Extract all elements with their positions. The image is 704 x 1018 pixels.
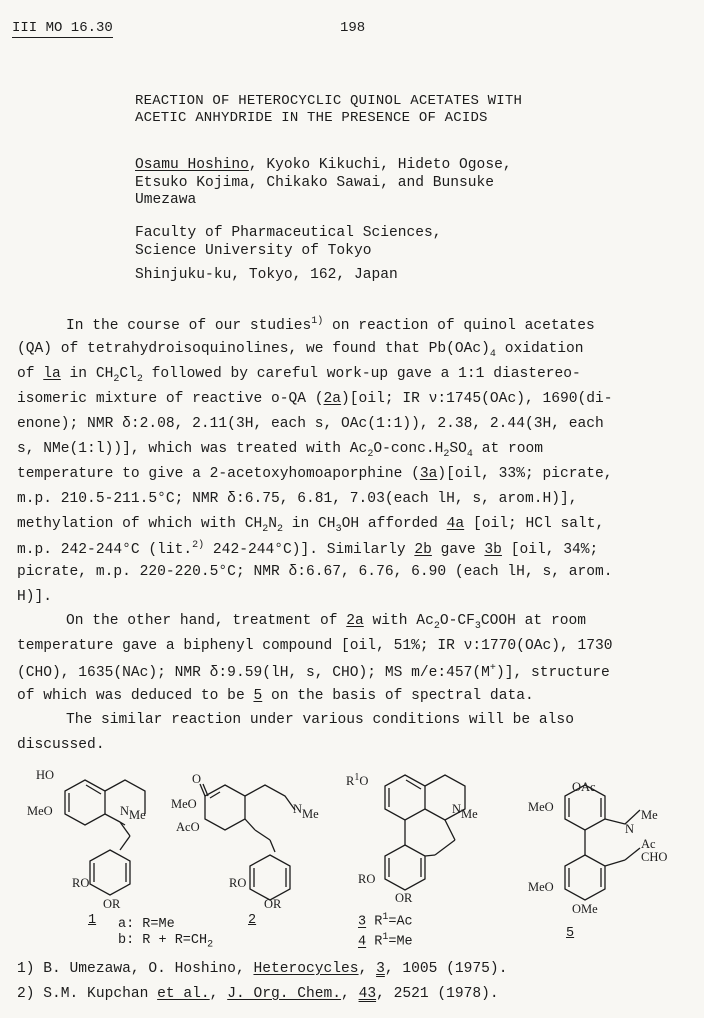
s5-me: Me xyxy=(641,808,658,822)
authors-line-3: Umezawa xyxy=(135,192,197,208)
s2-n: NMe xyxy=(293,802,319,821)
s2-or: OR xyxy=(264,897,282,911)
body-line-18: discussed. xyxy=(17,737,105,753)
body-line-10: m.p. 242-244°C (lit.$^{2)}$ 242-244°C)]. Similarly 2b gave 3b [oil, 34%; xyxy=(17,540,599,558)
s3-r1o: $R^1O$ xyxy=(346,772,369,789)
body-line-11: picrate, m.p. 220-220.5°C; NMR δ:6.67, 6.76, 6.90 (each lH, s, arom. xyxy=(17,564,613,580)
s1-ro: RO xyxy=(72,876,90,890)
s1-ho: HO xyxy=(36,768,55,782)
title-line-2: ACETIC ANHYDRIDE IN THE PRESENCE OF ACIDS xyxy=(135,110,488,126)
s1-n: NMe xyxy=(120,804,146,822)
header-code xyxy=(12,20,113,36)
reference-1: 1) B. Umezawa, O. Hoshino, Heterocycles, 3, 1005 (1975). xyxy=(17,961,508,977)
body-line-15: (CHO), 1635(NAc); NMR δ:9.59(lH, s, CHO); MS m/e:457(M+)], structure xyxy=(17,663,610,681)
body-line-6: s, NMe(1:l))], which was treated with $Ac_2O-conc.H_2SO_4$ at room xyxy=(17,441,543,460)
first-author: Osamu Hoshino xyxy=(135,157,249,173)
s1-number: 1 xyxy=(88,913,97,928)
body-line-8: m.p. 210.5-211.5°C; NMR δ:6.75, 6.81, 7.03(each lH, s, arom.H)], xyxy=(17,491,578,507)
affiliation-line-2: Science University of Tokyo xyxy=(135,243,372,259)
s2-aco: AcO xyxy=(176,820,200,834)
body-line-16: of which was deduced to be 5 on the basis of spectral data. xyxy=(17,688,534,704)
s2-o: O xyxy=(192,772,202,786)
s5-ac: Ac xyxy=(641,837,656,851)
body-line-5: enone); NMR δ:2.08, 2.11(3H, each s, OAc(1:1)), 2.38, 2.44(3H, each xyxy=(17,416,604,432)
body-line-13: On the other hand, treatment of 2a with $Ac_2O-CF_3COOH$ at room xyxy=(66,613,586,632)
body-line-12: H)]. xyxy=(17,589,53,605)
structure-3-drawing xyxy=(385,775,465,890)
page-number: 198 xyxy=(340,20,366,36)
s1-cond-b: b: $R + R=CH_2$ xyxy=(118,933,214,951)
reference-2: 2) S.M. Kupchan et al., J. Org. Chem., 43, 2521 (1978). xyxy=(17,986,499,1002)
authors-line-1: Osamu Hoshino, Kyoko Kikuchi, Hideto Ogose, xyxy=(135,157,512,173)
structures-figure xyxy=(0,760,704,960)
authors-line-2: Etsuko Kojima, Chikako Sawai, and Bunsuke xyxy=(135,175,495,191)
s3-n: NMe xyxy=(452,802,478,821)
body-line-14: temperature gave a biphenyl compound [oil, 51%; IR ν:1770(OAc), 1730 xyxy=(17,638,613,654)
title-line-1: REACTION OF HETEROCYCLIC QUINOL ACETATES WITH xyxy=(135,93,523,109)
s5-oac: OAc xyxy=(572,780,596,794)
s5-ome: OMe xyxy=(572,902,598,916)
s5-meo1: MeO xyxy=(528,800,554,814)
roman-numeral: III MO 16.30 xyxy=(12,20,113,36)
structure-2-drawing xyxy=(200,784,295,900)
s5-meo2: MeO xyxy=(528,880,554,894)
s3-ro: RO xyxy=(358,872,376,886)
body-line-1: In the course of our studies$^{1)}$ on reaction of quinol acetates xyxy=(66,316,595,334)
s4-label: 4 $R^1=Me$ xyxy=(358,932,413,950)
affiliation-line-1: Faculty of Pharmaceutical Sciences, xyxy=(135,225,442,241)
affiliation-line-3: Shinjuku-ku, Tokyo, 162, Japan xyxy=(135,267,398,283)
s3-label: 3 $R^1=Ac$ xyxy=(358,912,413,930)
s2-number: 2 xyxy=(248,913,257,928)
s1-cond-a: a: R=Me xyxy=(118,917,175,932)
s2-ro: RO xyxy=(229,876,247,890)
s3-or: OR xyxy=(395,891,413,905)
body-line-3: of la in $CH_2Cl_2$ followed by careful work-up gave a 1:1 diastereo- xyxy=(17,366,581,385)
s5-number: 5 xyxy=(566,926,575,941)
body-line-17: The similar reaction under various conditions will be also xyxy=(66,712,574,728)
body-line-7: temperature to give a 2-acetoxyhomoaporphine (3a)[oil, 33%; picrate, xyxy=(17,466,613,482)
structure-5-drawing xyxy=(565,785,640,900)
s1-meo: MeO xyxy=(27,804,53,818)
s5-n: N xyxy=(625,822,635,836)
s2-meo: MeO xyxy=(171,797,197,811)
body-line-9: methylation of which with $CH_2N_2$ in $CH_3OH$ afforded 4a [oil; HCl salt, xyxy=(17,516,605,535)
body-line-4: isomeric mixture of reactive o-QA (2a)[oil; IR ν:1745(OAc), 1690(di- xyxy=(17,391,613,407)
s1-or: OR xyxy=(103,897,121,911)
s5-cho: CHO xyxy=(641,850,668,864)
body-line-2: (QA) of tetrahydroisoquinolines, we found that $Pb(OAc)_4$ oxidation xyxy=(17,341,584,360)
